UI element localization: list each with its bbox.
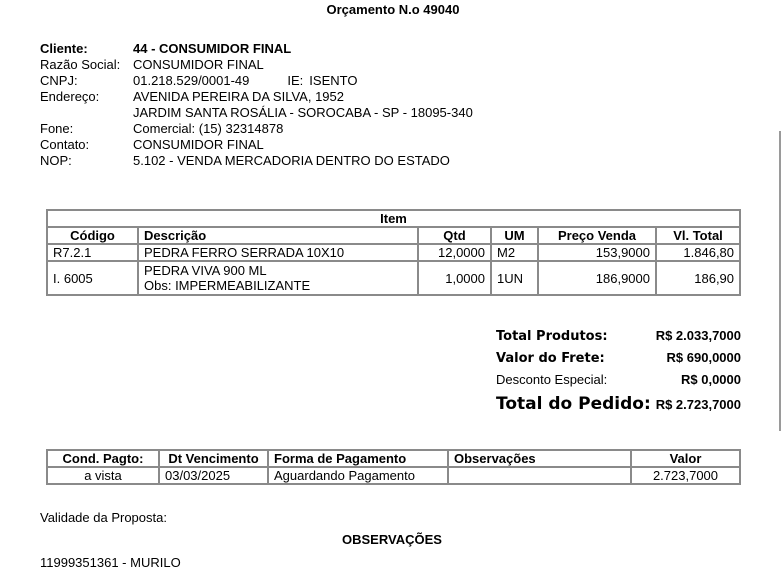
info-row-razao-social [40,57,473,73]
totals-block [496,328,741,418]
value-endereco-line2: JARDIM SANTA ROSÁLIA - SOROCABA - SP - 18095-340 [133,105,473,120]
label-fone: Fone: [40,121,74,136]
col-header-observacoes: Observações [448,450,631,467]
table-row [47,467,740,484]
value-ie: ISENTO [309,73,358,88]
items-section-header-row [47,210,740,227]
label-razao-social: Razão Social: [40,57,121,72]
cell-um: 1UN [491,261,538,295]
label-nop: NOP: [40,153,72,168]
info-row-contato [40,137,473,153]
desconto-label: Desconto Especial: [496,372,608,387]
total-pedido-row [496,394,741,418]
cell-forma-pagamento: Aguardando Pagamento [268,467,448,484]
col-header-vl-total: Vl. Total [656,227,740,244]
total-produtos-value: R$ 2.033,7000 [655,328,741,343]
table-row [47,244,740,261]
observacoes-title: OBSERVAÇÕES [342,532,442,547]
col-header-qtd: Qtd [418,227,491,244]
col-header-dt-vencimento: Dt Vencimento [159,450,268,467]
info-row-fone [40,121,473,137]
document-title: Orçamento N.o 49040 [326,2,460,17]
value-cnpj: 01.218.529/0001-49 [133,73,250,88]
info-row-endereco [40,89,473,105]
observacoes-text: 11999351361 - MURILO [40,555,181,570]
total-pedido-value: R$ 2.723,7000 [655,397,741,412]
cell-descricao: PEDRA VIVA 900 ML [144,263,267,278]
items-table [46,209,741,296]
table-row [47,261,740,295]
valor-frete-value: R$ 690,0000 [666,350,741,365]
label-ie: IE: [287,73,304,88]
cell-codigo: R7.2.1 [47,244,138,261]
value-razao-social: CONSUMIDOR FINAL [133,57,264,72]
value-fone: Comercial: (15) 32314878 [133,121,284,136]
cell-total: 186,90 [656,261,740,295]
col-header-preco-venda: Preço Venda [538,227,656,244]
value-cliente: 44 - CONSUMIDOR FINAL [133,41,292,56]
cell-observacoes [448,467,631,484]
valor-frete-row [496,350,741,372]
cell-cond-pagto: a vista [47,467,159,484]
col-header-codigo: Código [47,227,138,244]
cell-qtd: 1,0000 [418,261,491,295]
col-header-forma-pagamento: Forma de Pagamento [268,450,448,467]
label-cliente: Cliente: [40,41,88,56]
cell-descricao: PEDRA FERRO SERRADA 10X10 [138,244,418,261]
cell-preco: 153,9000 [538,244,656,261]
cell-valor: 2.723,7000 [631,467,740,484]
cell-dt-vencimento: 03/03/2025 [159,467,268,484]
info-row-cnpj [40,73,473,89]
label-contato: Contato: [40,137,90,152]
cell-descricao-multiline [138,261,418,295]
info-row-nop [40,153,473,169]
cell-total: 1.846,80 [656,244,740,261]
cell-descricao-obs: Obs: IMPERMEABILIZANTE [144,278,311,293]
label-endereco: Endereço: [40,89,100,104]
validade-label: Validade da Proposta: [40,510,167,525]
total-produtos-label: Total Produtos: [496,329,608,344]
info-row-endereco-2 [40,105,473,121]
desconto-row [496,372,741,394]
cell-codigo: I. 6005 [47,261,138,295]
customer-info [40,41,473,169]
items-column-header-row [47,227,740,244]
col-header-cond-pagto: Cond. Pagto: [47,450,159,467]
col-header-descricao: Descrição [138,227,418,244]
col-header-valor: Valor [631,450,740,467]
payment-table [46,449,741,485]
label-cnpj: CNPJ: [40,73,78,88]
cell-preco: 186,9000 [538,261,656,295]
cell-um: M2 [491,244,538,261]
desconto-value: R$ 0,0000 [681,372,741,387]
items-section-header: Item [47,210,740,227]
value-endereco-line1: AVENIDA PEREIRA DA SILVA, 1952 [133,89,344,104]
col-header-um: UM [491,227,538,244]
cell-qtd: 12,0000 [418,244,491,261]
total-pedido-label: Total do Pedido: [496,394,651,414]
payment-header-row [47,450,740,467]
label-endereco-2 [40,105,133,121]
info-row-cliente [40,41,473,57]
total-produtos-row [496,328,741,350]
value-nop: 5.102 - VENDA MERCADORIA DENTRO DO ESTADO [133,153,450,168]
value-contato: CONSUMIDOR FINAL [133,137,264,152]
valor-frete-label: Valor do Frete: [496,351,605,366]
